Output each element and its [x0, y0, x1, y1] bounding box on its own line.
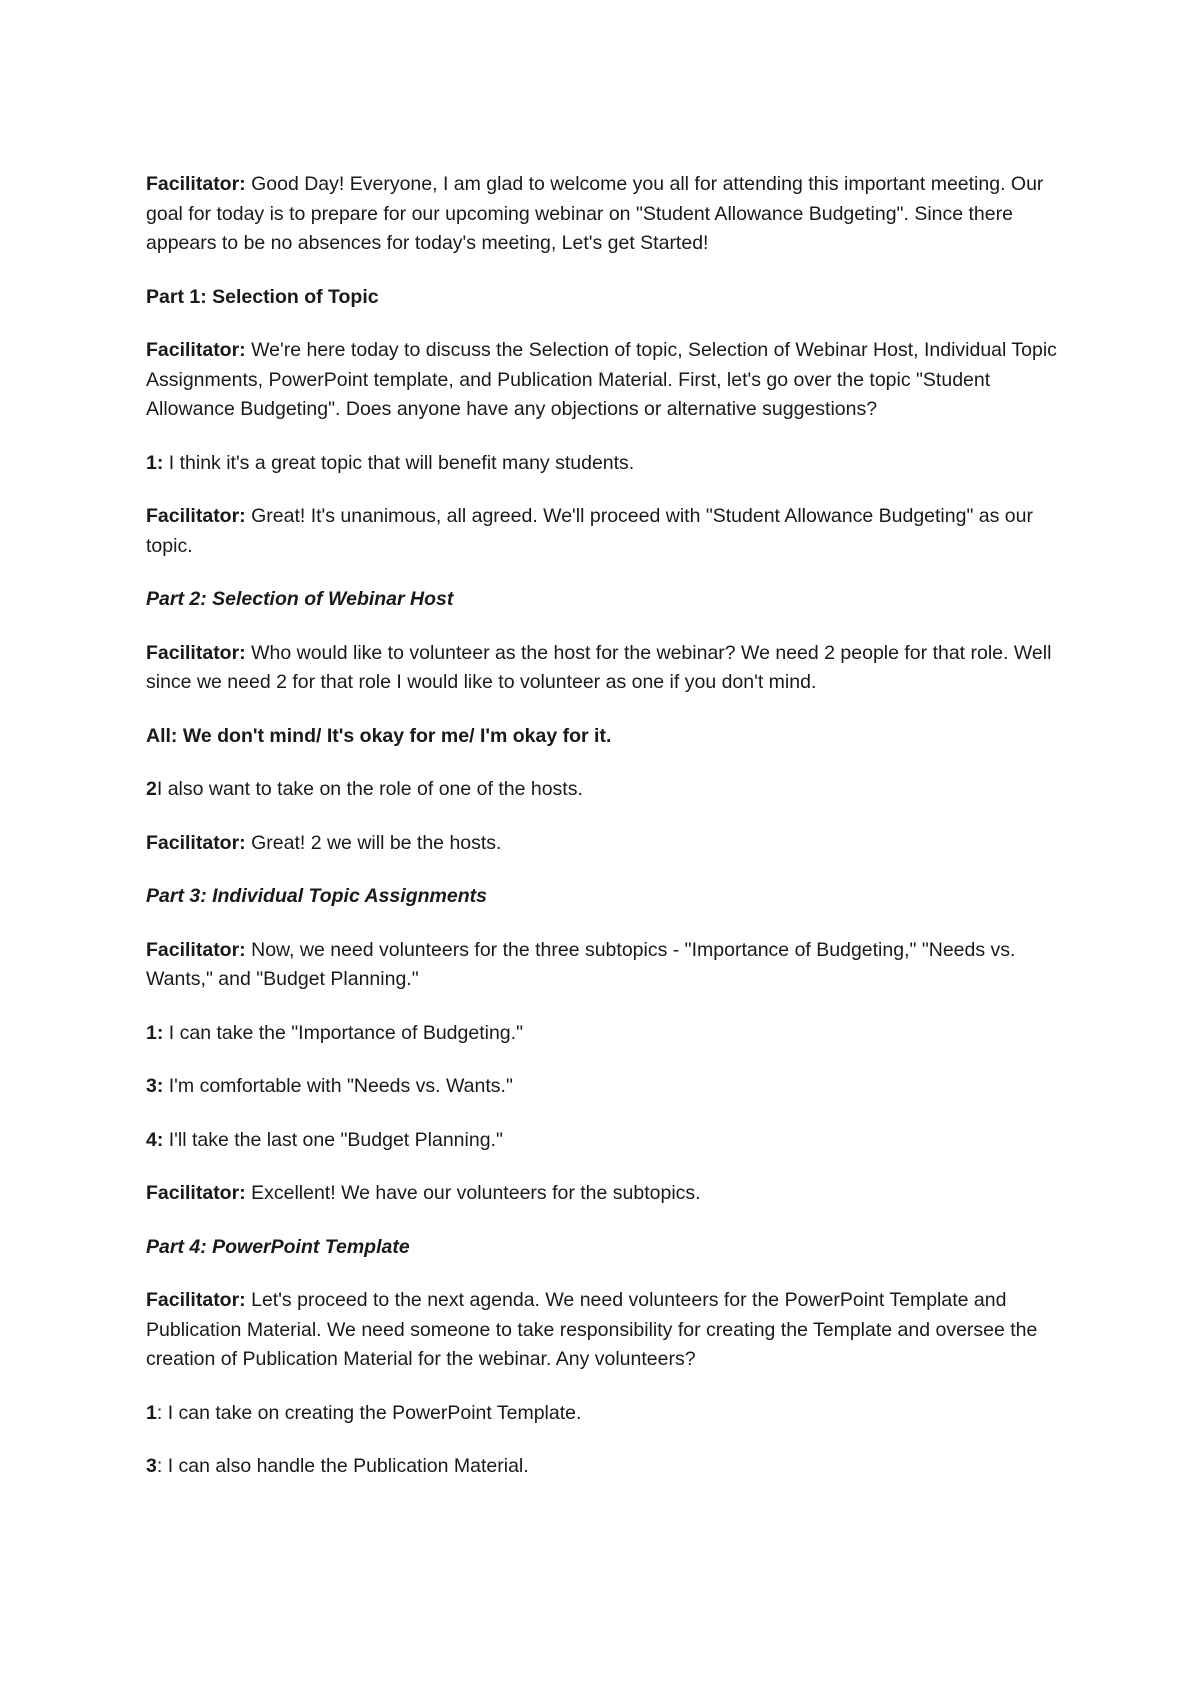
dialogue-line [146, 1126, 1066, 1156]
dialogue-line [146, 1286, 1066, 1375]
dialogue-text: Let's proceed to the next agenda. We need volunteers for the PowerPoint Template and Publication Material. We need someone to take responsibility for creating the Template and oversee the creation of Publication Material for the webinar. Any volunteers? [146, 1289, 1038, 1370]
dialogue-line [146, 1019, 1066, 1049]
dialogue-text: : I can also handle the Publication Material. [156, 1455, 529, 1477]
speaker-label: Facilitator: [146, 173, 246, 195]
section-heading: Part 3: Individual Topic Assignments [146, 885, 487, 907]
dialogue-text: I'm comfortable with "Needs vs. Wants." [163, 1075, 513, 1097]
speaker-label: 4: [146, 1128, 164, 1151]
speaker-label: 1 [146, 1401, 157, 1424]
speaker-label: Facilitator: [146, 831, 246, 854]
dialogue-text: Great! 2 we will be the hosts. [245, 831, 502, 854]
dialogue-line [146, 170, 1066, 259]
section-heading: Part 4: PowerPoint Template [146, 1235, 410, 1258]
speaker-label: Facilitator: [146, 1182, 246, 1204]
document-page [146, 170, 1066, 1506]
speaker-label: Facilitator: [146, 938, 246, 961]
dialogue-text: Great! It's unanimous, all agreed. We'll proceed with "Student Allowance Budgeting" as our topic. [146, 505, 1033, 557]
section-heading: Part 1: Selection of Topic [146, 285, 379, 308]
dialogue-line [146, 639, 1066, 698]
section-heading: Part 2: Selection of Webinar Host [146, 588, 454, 610]
dialogue-line [146, 502, 1066, 561]
dialogue-text: : I can take on creating the PowerPoint Template. [156, 1401, 582, 1424]
dialogue-line [146, 775, 1066, 805]
speaker-label: Facilitator: [146, 505, 246, 527]
dialogue-line [146, 449, 1066, 479]
speaker-label: 3: [146, 1075, 164, 1097]
dialogue-text: I think it's a great topic that will benefit many students. [163, 451, 635, 474]
dialogue-text: We're here today to discuss the Selection of topic, Selection of Webinar Host, Individual Topic Assignments, PowerPoint template, and Publication Material. First, let's go over the topic "Student Allowance Budgeting". Does anyone have any objections or alternative suggestions? [146, 339, 1057, 420]
speaker-label: 1: [146, 1021, 164, 1044]
dialogue-line [146, 1072, 1066, 1102]
speaker-label: Facilitator: [146, 339, 246, 361]
dialogue-text: Who would like to volunteer as the host for the webinar? We need 2 people for that role. Well since we need 2 for that role I would like to volunteer as one if you don't mind. [146, 641, 1052, 693]
dialogue-line: All: We don't mind/ It's okay for me/ I'm okay for it. [146, 724, 612, 747]
speaker-label: 1: [146, 451, 164, 474]
dialogue-line [146, 336, 1066, 425]
speaker-label: Facilitator: [146, 1289, 246, 1311]
dialogue-text: Now, we need volunteers for the three subtopics - "Importance of Budgeting," "Needs vs. Wants," and "Budget Planning." [146, 938, 1016, 990]
speaker-label: 3 [146, 1455, 157, 1477]
dialogue-text: Excellent! We have our volunteers for the subtopics. [245, 1182, 701, 1204]
dialogue-line [146, 936, 1066, 995]
dialogue-line [146, 1452, 1066, 1482]
dialogue-text: I'll take the last one "Budget Planning." [163, 1128, 503, 1151]
dialogue-text: Good Day! Everyone, I am glad to welcome you all for attending this important meeting. Our goal for today is to prepare for our upcoming webinar on "Student Allowance Budgeting". Since there appears to be no absences for today's meeting, Let's get Started! [146, 173, 1044, 254]
speaker-label: Facilitator: [146, 641, 246, 664]
dialogue-text: I also want to take on the role of one of the hosts. [156, 778, 583, 800]
speaker-label: 2 [146, 778, 157, 800]
dialogue-line [146, 1179, 1066, 1209]
dialogue-text: I can take the "Importance of Budgeting." [163, 1021, 523, 1044]
dialogue-line [146, 1399, 1066, 1429]
dialogue-line [146, 829, 1066, 859]
